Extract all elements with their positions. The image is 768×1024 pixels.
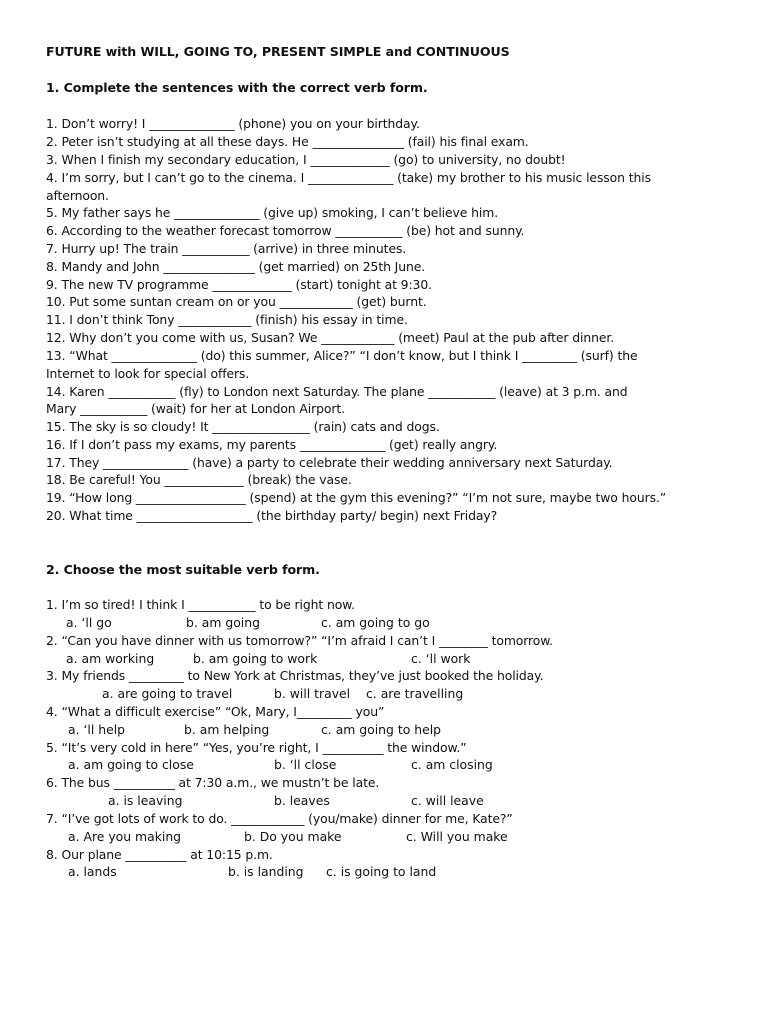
question-text: 6. The bus __________ at 7:30 a.m., we mustn’t be late.: [46, 775, 380, 790]
question-text: 8. Our plane __________ at 10:15 p.m.: [46, 847, 273, 862]
exercise1-line: 1. Don’t worry! I ______________ (phone) you on your birthday.: [46, 116, 420, 131]
exercise1-line: 6. According to the weather forecast tomorrow ___________ (be) hot and sunny.: [46, 223, 525, 238]
exercise1-line: 8. Mandy and John _______________ (get married) on 25th June.: [46, 259, 426, 274]
exercise1-line: 18. Be careful! You _____________ (break) the vase.: [46, 472, 352, 487]
option-a: a. ‘ll help: [68, 722, 126, 737]
option-c: c. am going to help: [321, 722, 441, 737]
option-b: b. is landing: [228, 864, 304, 879]
option-a: a. am working: [66, 651, 155, 666]
option-b: b. am going: [186, 615, 260, 630]
question-text: 7. “I’ve got lots of work to do. ____________ (you/make) dinner for me, Kate?”: [46, 811, 513, 826]
exercise1-line: 11. I don’t think Tony ____________ (finish) his essay in time.: [46, 312, 408, 327]
question-text: 1. I’m so tired! I think I ___________ to be right now.: [46, 597, 355, 612]
option-b: b. will travel: [274, 686, 351, 701]
option-b: b. am helping: [184, 722, 270, 737]
exercise2-heading: 2. Choose the most suitable verb form.: [46, 562, 320, 577]
option-c: c. will leave: [411, 793, 484, 808]
exercise1-line: 19. “How long __________________ (spend) at the gym this evening?” “I’m not sure, maybe two hours.”: [46, 490, 667, 505]
exercise1-line: 2. Peter isn’t studying at all these days. He _______________ (fail) his final exam.: [46, 134, 529, 149]
option-a: a. ‘ll go: [66, 615, 112, 630]
exercise1-line: 7. Hurry up! The train ___________ (arrive) in three minutes.: [46, 241, 407, 256]
exercise1-line: 9. The new TV programme _____________ (start) tonight at 9:30.: [46, 277, 432, 292]
question-text: 4. “What a difficult exercise” “Ok, Mary, I_________ you”: [46, 704, 385, 719]
exercise1-heading: 1. Complete the sentences with the correct verb form.: [46, 80, 428, 95]
question-text: 5. “It’s very cold in here” “Yes, you’re right, I __________ the window.”: [46, 740, 467, 755]
worksheet-title: FUTURE with WILL, GOING TO, PRESENT SIMPLE and CONTINUOUS: [46, 44, 510, 59]
option-a: a. am going to close: [68, 757, 194, 772]
option-c: c. am going to go: [321, 615, 430, 630]
exercise1-line: 10. Put some suntan cream on or you ____________ (get) burnt.: [46, 294, 427, 309]
option-b: b. leaves: [274, 793, 330, 808]
option-b: b. Do you make: [244, 829, 342, 844]
question-text: 2. “Can you have dinner with us tomorrow?” “I’m afraid I can’t I ________ tomorrow.: [46, 633, 553, 648]
exercise1-line: 5. My father says he ______________ (give up) smoking, I can’t believe him.: [46, 205, 499, 220]
exercise1-line: 17. They ______________ (have) a party to celebrate their wedding anniversary next Saturday.: [46, 455, 613, 470]
exercise1-line: Internet to look for special offers.: [46, 366, 250, 381]
option-b: b. am going to work: [193, 651, 318, 666]
exercise1-line: afternoon.: [46, 188, 109, 203]
option-a: a. lands: [68, 864, 117, 879]
exercise1-line: 4. I’m sorry, but I can’t go to the cinema. I ______________ (take) my brother to his music lesson this: [46, 170, 651, 185]
exercise1-line: 20. What time ___________________ (the birthday party/ begin) next Friday?: [46, 508, 498, 523]
question-text: 3. My friends _________ to New York at Christmas, they’ve just booked the holiday.: [46, 668, 544, 683]
option-b: b. ‘ll close: [274, 757, 337, 772]
exercise1-line: 12. Why don’t you come with us, Susan? We ____________ (meet) Paul at the pub after dinner.: [46, 330, 615, 345]
exercise1-line: 14. Karen ___________ (fly) to London next Saturday. The plane ___________ (leave) at 3 p.m. and: [46, 384, 628, 399]
exercise1-line: Mary ___________ (wait) for her at London Airport.: [46, 401, 345, 416]
option-c: c. are travelling: [366, 686, 464, 701]
option-a: a. are going to travel: [102, 686, 233, 701]
option-c: c. ‘ll work: [411, 651, 471, 666]
option-a: a. Are you making: [68, 829, 182, 844]
option-c: c. Will you make: [406, 829, 508, 844]
exercise1-line: 15. The sky is so cloudy! It ________________ (rain) cats and dogs.: [46, 419, 440, 434]
option-c: c. is going to land: [326, 864, 437, 879]
option-a: a. is leaving: [108, 793, 183, 808]
exercise1-line: 16. If I don’t pass my exams, my parents ______________ (get) really angry.: [46, 437, 498, 452]
option-c: c. am closing: [411, 757, 493, 772]
exercise1-line: 3. When I finish my secondary education, I _____________ (go) to university, no doubt!: [46, 152, 566, 167]
exercise1-line: 13. “What ______________ (do) this summer, Alice?” “I don’t know, but I think I _________ (surf) the: [46, 348, 638, 363]
